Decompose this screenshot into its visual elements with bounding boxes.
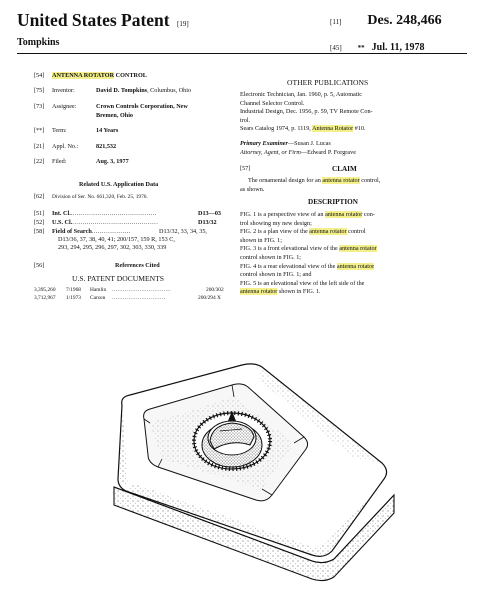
related-text: Division of Ser. No. 661,320, Feb. 25, 1976. [52,194,148,200]
claim-line1: The ornamental design for an antenna rotator control, [248,177,381,184]
other-publications-heading: OTHER PUBLICATIONS [287,78,369,87]
filed-label: Filed: [52,158,67,165]
field-title-text: ANTENNA ROTATOR CONTROL [52,72,147,79]
description-line: FIG. 2 is a plan view of the antenna rotator control [240,228,366,236]
search-label: Field of Search................... [52,228,131,235]
primary-examiner: Primary Examiner—Susan J. Lucas [240,140,331,147]
field-term: [**] Term: 14 Years [34,127,119,134]
term-value: 14 Years [96,127,119,134]
field-inventor: [75] Inventor: David D. Tompkins, Columbus, Ohio [34,87,192,94]
claim-heading-row: [57] CLAIM [240,165,357,173]
description-line: FIG. 4 is a rear elevational view of the antenna rotator [240,262,375,270]
attorney: Attorney, Agent, or Firm—Edward P. Forgrave [240,149,356,156]
field-assignee: [73] Assignee: Crown Controls Corporation, New Bremen, Ohio [34,103,188,119]
description-line: FIG. 1 is a perspective view of an antenna rotator con- [240,211,375,218]
class-search: [58] Field of Search................... D13/32, 33, 34, 35, D13/36, 37, 38, 40, 41; 200/157, 159 R, 153 C, 293, 294, 295, 296, 297, 302, 303, 330, 339 [34,228,207,251]
appl-value: 821,532 [96,143,117,150]
assignee-line2: Bremen, Ohio [96,112,134,119]
references-heading: References Cited [115,262,160,269]
assignee-label: Assignee: [52,103,77,110]
assignee-line1: Crown Controls Corporation, New [96,103,188,110]
reference-row: 3,712,967 1/1973 Carson ............................. 200/294 X [34,295,221,301]
class-us: [52] U.S. Cl........................................... D13/32 [34,219,217,226]
description-line: control shown in FIG. 1; and [240,271,312,279]
us-patent-documents-heading: U.S. PATENT DOCUMENTS [72,274,164,283]
patent-number-line [330,11,442,29]
patent-title: United States Patent [19] [17,10,189,30]
description-line: trol showing my new design; [240,219,312,227]
description-line: shown in FIG. 1; [240,236,282,244]
field-appl-no: [21] Appl. No.: 821,532 [34,143,117,150]
claim-line2: as shown. [240,185,265,193]
other-pub-line2: Channel Selector Control. [240,99,305,107]
field-filed: [22] Filed: Aug. 3, 1977 [34,158,129,165]
references-heading-row: [56] References Cited [34,262,160,269]
description-line: FIG. 3 is a front elevational view of the antenna rotator [240,245,377,253]
inventor-surname: Tompkins [17,37,60,48]
us-cl-label: U.S. Cl........................................... [52,219,159,226]
int-cl-label: Int. Cl........................................... [52,210,157,217]
int-cl-value: D13—03 [198,210,222,217]
patent-code: [11] [330,18,342,26]
description-line: antenna rotator shown in FIG. 1. [240,288,321,296]
filed-value: Aug. 3, 1977 [96,158,129,165]
term-label: Term: [52,127,67,134]
antenna-rotator-drawing [82,345,412,595]
patent-date: Jul. 11, 1978 [371,42,425,53]
description-line: control shown in FIG. 1; [240,254,302,261]
related-division: [62] Division of Ser. No. 661,320, Feb. 25, 1976. [34,193,148,200]
description-line: FIG. 5 is an elevational view of the left side of the [240,279,365,287]
class-int: [51] Int. Cl........................................... D13—03 [34,210,222,217]
description-heading: DESCRIPTION [308,198,358,206]
inventor-value: David D. Tompkins, Columbus, Ohio [96,87,192,94]
field-title-code: [54] [34,72,45,79]
search-value1: D13/32, 33, 34, 35, [159,228,207,235]
related-heading: Related U.S. Application Data [79,181,159,188]
reference-row: 3,395,260 7/1968 Hamlin ................................ 200/302 [34,287,224,293]
other-pub-line3: Industrial Design, Dec. 1956, p. 59, TV Remote Con- [240,108,373,115]
date-code: [45] [330,44,342,52]
other-pub-line4: trol. [240,116,251,124]
search-value2: D13/36, 37, 38, 40, 41; 200/157, 159 R, 153 C, [58,236,175,243]
field-title [34,72,234,81]
appl-label: Appl. No.: [52,143,79,150]
other-pub-line1: Electronic Technician, Jan. 1960, p. 5, Automatic [240,91,362,98]
claim-heading: CLAIM [332,165,357,173]
inventor-label: Inventor: [52,87,75,94]
title-code: [19] [177,20,189,28]
header-rule [17,53,467,54]
claim-highlight: antenna rotator [322,177,360,184]
other-pub-line5: Sears Catalog 1974, p. 1119, Antenna Rotator #10. [240,125,366,132]
patent-number: Des. 248,466 [367,13,442,28]
us-cl-value: D13/32 [198,219,217,226]
date-stars: ** [357,44,365,52]
other-pub-highlight: Antenna Rotator [312,125,354,132]
search-value3: 293, 294, 295, 296, 297, 302, 303, 330, 339 [58,244,167,251]
title-highlight: ANTENNA ROTATOR [52,72,115,79]
